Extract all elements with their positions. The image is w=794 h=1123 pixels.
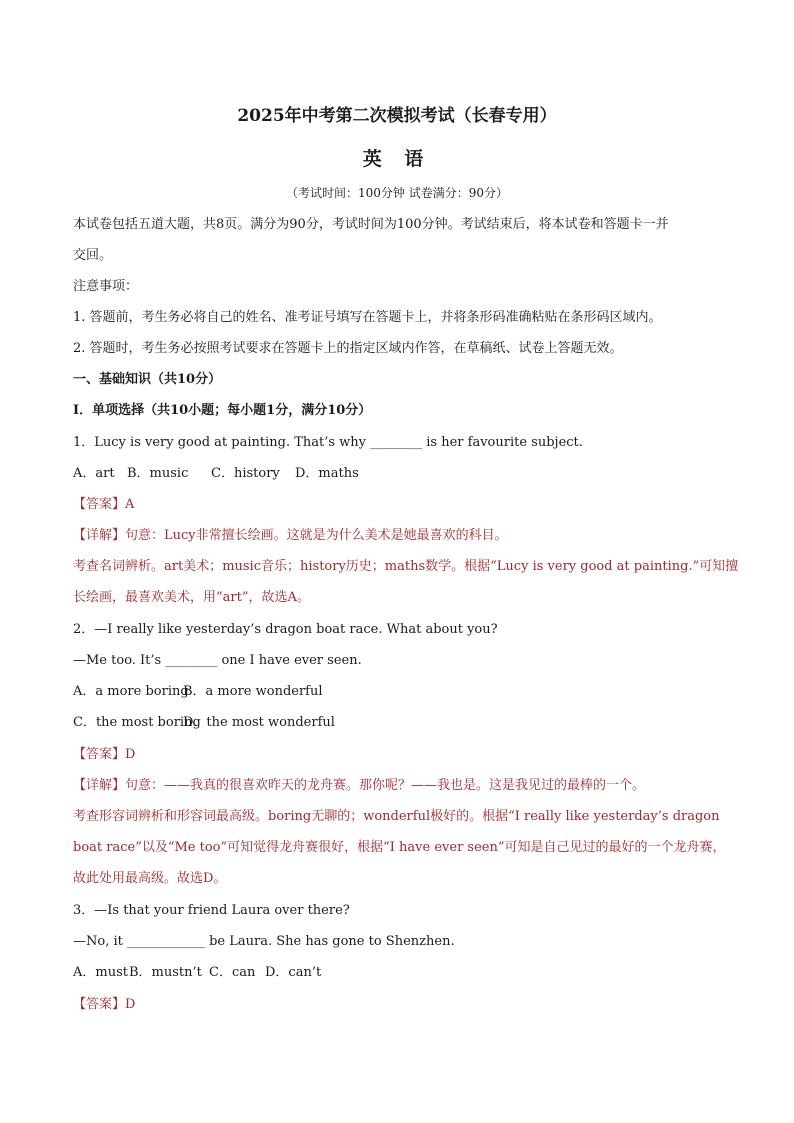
question-2-detail-line-2: 考查形容词辨析和形容词最高级。boring无聊的；wonderful极好的。根据“I really like yesterday’s dragon bbox=[73, 809, 720, 824]
question-2-stem: 2．—I really like yesterday’s dragon boat race. What about you? bbox=[73, 622, 498, 637]
question-1-options bbox=[73, 465, 359, 483]
question-1-stem: 1．Lucy is very good at painting. That’s why ________ is her favourite subject. bbox=[73, 435, 583, 450]
question-1-answer: 【答案】A bbox=[73, 497, 135, 512]
question-1-detail bbox=[73, 527, 508, 545]
question-2-options-2 bbox=[73, 714, 335, 732]
option-a: A．must bbox=[73, 965, 128, 980]
question-2-options-1 bbox=[73, 683, 323, 701]
question-3-answer: 【答案】D bbox=[73, 997, 136, 1012]
question-2-stem-2: —Me too. It’s ________ one I have ever seen. bbox=[73, 653, 362, 668]
note-item-2: 2. 答题时，考生务必按照考试要求在答题卡上的指定区域内作答，在草稿纸、试卷上答题无效。 bbox=[73, 341, 623, 356]
exam-info: （考试时间：100分钟 试卷满分：90分） bbox=[286, 186, 508, 200]
question-3-options bbox=[73, 964, 321, 982]
detail-label: 【详解】 bbox=[73, 528, 126, 543]
subject-title: 英 语 bbox=[362, 148, 432, 170]
question-2-detail-line-3: boat race”以及“Me too”可知觉得龙舟赛很好，根据“I have ever seen”可知是自己见过的最好的一个龙舟赛， bbox=[73, 840, 726, 855]
question-2-detail-line-4: 故此处用最高级。故选D。 bbox=[73, 871, 227, 886]
option-a: A．art bbox=[73, 466, 115, 481]
part-heading: Ⅰ．单项选择（共10小题；每小题1分，满分10分） bbox=[73, 403, 372, 418]
question-2-answer: 【答案】D bbox=[73, 747, 136, 762]
option-b: B．a more wonderful bbox=[183, 684, 323, 699]
option-a: A．a more boring bbox=[73, 684, 189, 699]
intro-line-1: 本试卷包括五道大题，共8页。满分为90分，考试时间为100分钟。考试结束后，将本试卷和答题卡一并 bbox=[73, 217, 669, 232]
detail-text: 句意：Lucy非常擅长绘画。这就是为什么美术是她最喜欢的科目。 bbox=[125, 528, 508, 543]
option-c: C．history bbox=[211, 466, 280, 481]
option-d: D．maths bbox=[295, 466, 359, 481]
question-3-stem-2: —No, it ____________ be Laura. She has gone to Shenzhen. bbox=[73, 934, 455, 949]
intro-line-2: 交回。 bbox=[73, 248, 113, 263]
option-b: B．music bbox=[127, 466, 189, 481]
question-1-detail-line-2: 考查名词辨析。art美术；music音乐；history历史；maths数学。根据“Lucy is very good at painting.”可知擅 bbox=[73, 559, 739, 574]
question-2-detail bbox=[73, 777, 645, 795]
section-heading: 一、基础知识（共10分） bbox=[73, 372, 222, 387]
option-d: D．the most wonderful bbox=[183, 715, 335, 730]
note-item-1: 1. 答题前，考生务必将自己的姓名、准考证号填写在答题卡上，并将条形码准确粘贴在条形码区域内。 bbox=[73, 310, 662, 325]
notes-heading: 注意事项： bbox=[73, 279, 139, 294]
question-3-stem: 3．—Is that your friend Laura over there? bbox=[73, 903, 350, 918]
detail-label: 【详解】 bbox=[73, 778, 126, 793]
option-c: C．the most boring bbox=[73, 715, 201, 730]
question-1-detail-line-3: 长绘画，最喜欢美术，用“art”，故选A。 bbox=[73, 590, 310, 605]
option-b: B．mustn’t bbox=[129, 965, 202, 980]
page-title: 2025年中考第二次模拟考试（长春专用） bbox=[237, 106, 557, 126]
option-d: D．can’t bbox=[265, 965, 322, 980]
detail-text: 句意：——我真的很喜欢昨天的龙舟赛。那你呢？——我也是。这是我见过的最棒的一个。 bbox=[125, 778, 646, 793]
option-c: C．can bbox=[209, 965, 256, 980]
